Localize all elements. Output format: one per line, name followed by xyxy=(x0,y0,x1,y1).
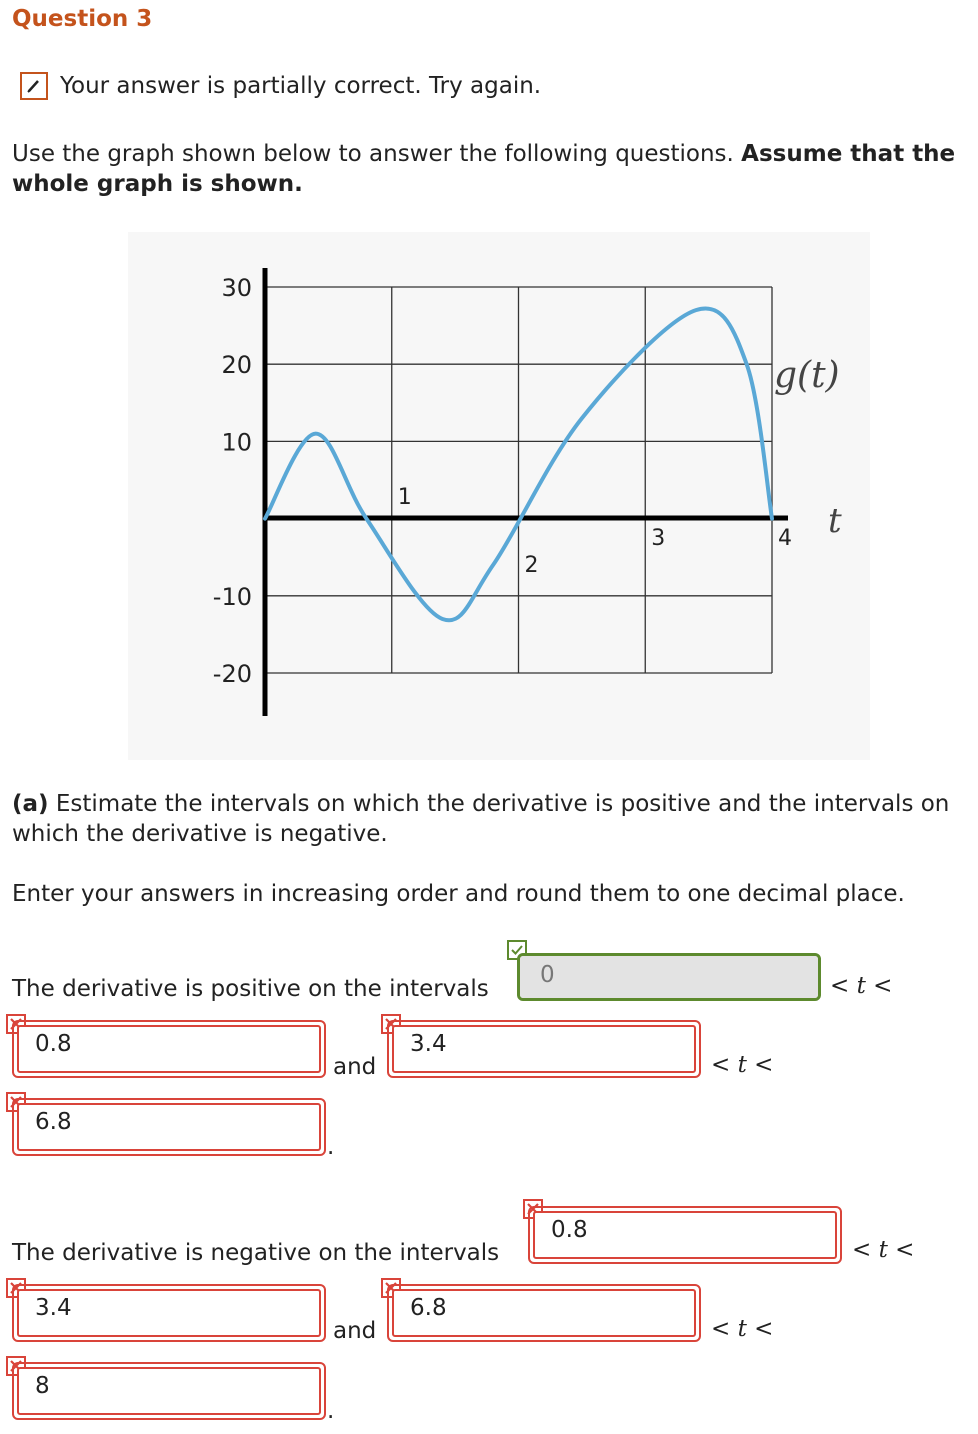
part-a-text xyxy=(12,789,962,849)
y-tick-label: 20 xyxy=(221,351,252,380)
x-tick-label: 4 xyxy=(778,526,792,551)
edit-icon xyxy=(20,72,48,100)
period-text: . xyxy=(327,1398,335,1424)
inequality-text: < t < xyxy=(711,1316,774,1342)
positive-interval-2-start[interactable]: 3.4 xyxy=(387,1020,701,1078)
and-text: and xyxy=(333,1318,377,1344)
negative-interval-2-end[interactable]: 8 xyxy=(12,1362,326,1420)
y-tick-label: -20 xyxy=(212,660,252,688)
question-title: Question 3 xyxy=(12,6,153,32)
positive-interval-2-end[interactable]: 6.8 xyxy=(12,1098,326,1156)
period-text: . xyxy=(327,1134,335,1160)
y-tick-label: 30 xyxy=(221,274,252,302)
part-a-question: Estimate the intervals on which the derivative is positive and the intervals on which the derivative is negative. xyxy=(12,791,950,847)
status-message: Your answer is partially correct. Try again. xyxy=(60,73,542,99)
inequality-text: < t < xyxy=(830,973,893,999)
positive-interval-1-end[interactable]: 0.8 xyxy=(12,1020,326,1078)
intro-bold-text: Assume that the whole graph is shown. xyxy=(12,141,956,197)
intro-text: Use the graph shown below to answer the following questions. xyxy=(12,141,734,167)
and-text: and xyxy=(333,1054,377,1080)
negative-interval-1-start[interactable]: 0.8 xyxy=(528,1206,842,1264)
inequality-text: < t < xyxy=(852,1237,915,1263)
positive-label: The derivative is positive on the intervals xyxy=(12,976,489,1002)
negative-interval-1-end[interactable]: 3.4 xyxy=(12,1284,326,1342)
series-label: g(t) xyxy=(774,355,840,396)
graph xyxy=(128,232,870,760)
positive-interval-1-start[interactable]: 0 xyxy=(517,953,821,1001)
inequality-text: < t < xyxy=(711,1052,774,1078)
x-tick-label: 3 xyxy=(651,526,666,551)
y-tick-label: -10 xyxy=(212,582,252,611)
negative-interval-2-start[interactable]: 6.8 xyxy=(387,1284,701,1342)
part-a-label: (a) xyxy=(12,791,49,817)
x-axis-label: t xyxy=(828,501,842,541)
x-tick-label: 2 xyxy=(524,553,539,578)
instruction-text: Enter your answers in increasing order and round them to one decimal place. xyxy=(12,881,905,907)
negative-label: The derivative is negative on the intervals xyxy=(12,1240,500,1266)
x-tick-label: 1 xyxy=(397,485,412,510)
y-tick-label: 10 xyxy=(221,428,252,457)
question-intro xyxy=(12,139,962,199)
